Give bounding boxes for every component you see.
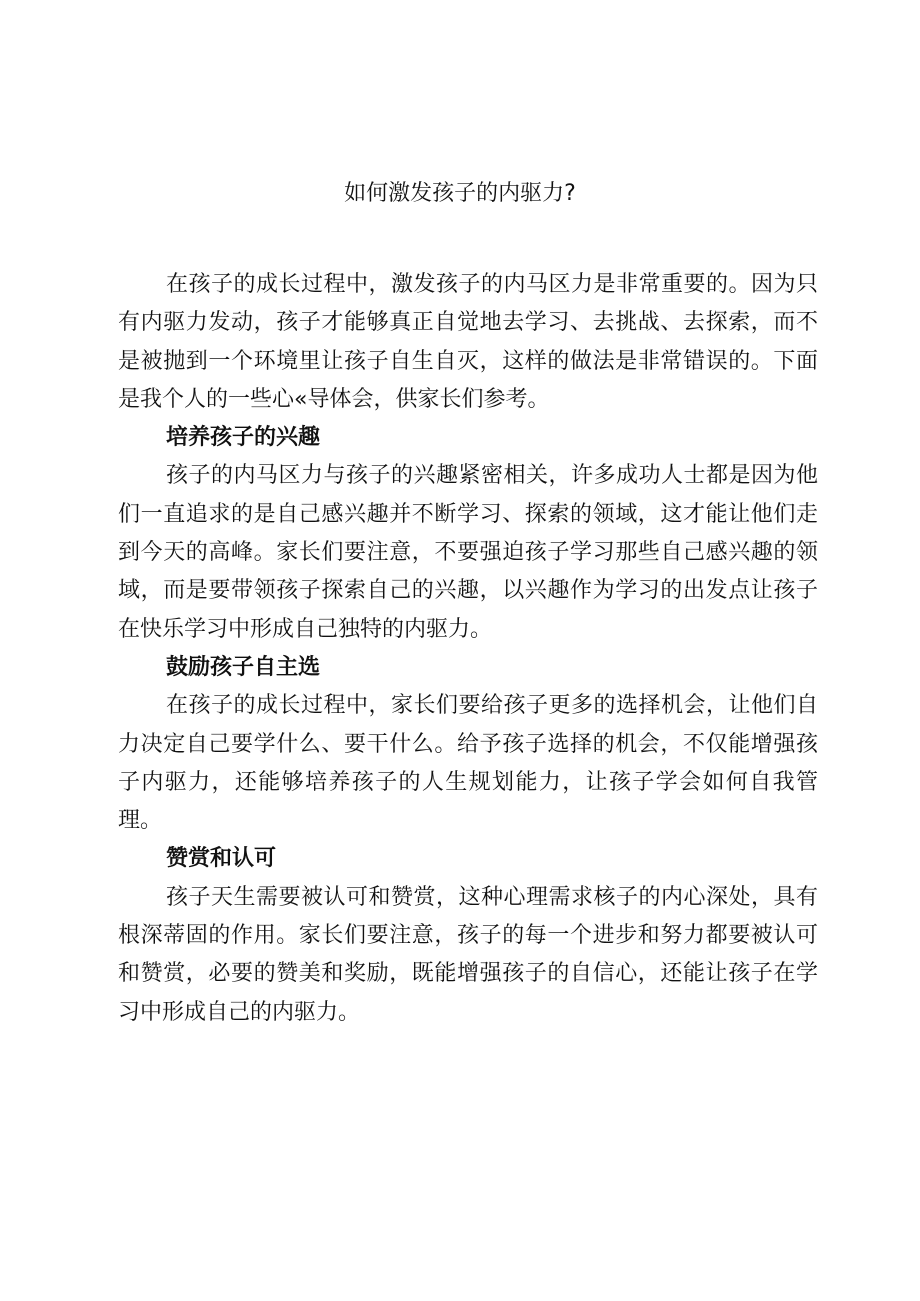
section-body-choice: 在孩子的成长过程中，家长们要给孩子更多的选择机会，让他们自力决定自己要学什么、要干什么。给予孩子选择的机会，不仅能增强孩子内驱力，还能够培养孩子的人生规划能力，让孩子学会如何自我管理。: [118, 693, 818, 834]
section-heading-interest: 培养孩子的兴趣: [166, 425, 321, 451]
section-heading-praise: 赞赏和认可: [166, 846, 277, 872]
section-body-interest: 孩子的内马区力与孩子的兴趣紧密相关，许多成功人士都是因为他们一直追求的是自己感兴趣并不断学习、探索的领域，这才能让他们走到今天的高峰。家长们要注意，不要强迫孩子学习那些自己感兴趣的领域，而是要带领孩子探索自己的兴趣，以兴趣作为学习的出发点让孩子在快乐学习中形成自己独特的内驱力。: [118, 463, 818, 642]
section-heading-choice: 鼓励孩子自主选: [166, 654, 321, 680]
intro-paragraph: 在孩子的成长过程中，激发孩子的内马区力是非常重要的。因为只有内驱力发动，孩子才能够真正自觉地去学习、去挑战、去探索，而不是被抛到一个环境里让孩子自生自灭，这样的做法是非常错误的。下面是我个人的一些心«导体会，供家长们参考。: [118, 272, 818, 412]
document-title: 如何激发孩子的内驱力?: [344, 181, 576, 206]
section-body-praise: 孩子天生需要被认可和赞赏，这种心理需求核子的内心深处，具有根深蒂固的作用。家长们要注意，孩子的每一个进步和努力都要被认可和赞赏，必要的赞美和奖励，既能增强孩子的自信心，还能让孩子在学习中形成自己的内驱力。: [118, 884, 818, 1025]
document-body: [118, 266, 818, 1032]
